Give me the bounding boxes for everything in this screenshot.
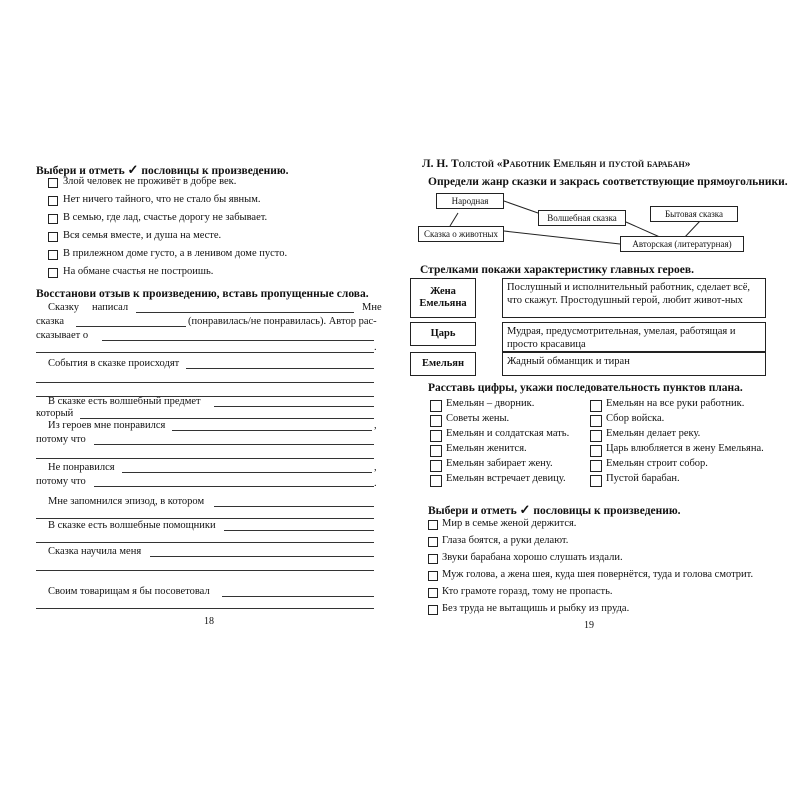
- plan-item: Царь влюбляется в жену Емельяна.: [606, 443, 764, 454]
- proverb-item: Вся семья вместе, и душа на месте.: [63, 230, 222, 241]
- plan-number-box[interactable]: [590, 415, 602, 427]
- page-number: 19: [584, 620, 594, 631]
- proverb-checkbox[interactable]: [428, 605, 438, 615]
- plan-number-box[interactable]: [590, 400, 602, 412]
- review-text: Сказку: [48, 302, 79, 313]
- hero-box[interactable]: Емельян: [410, 352, 476, 376]
- fill-line[interactable]: [150, 556, 374, 557]
- proverb-item: Глаза боятся, а руки делают.: [442, 535, 569, 546]
- plan-item: Емельян строит собор.: [606, 458, 708, 469]
- fill-line[interactable]: [94, 444, 374, 445]
- check-mark-icon: ✓: [519, 502, 531, 517]
- plan-number-box[interactable]: [430, 400, 442, 412]
- proverb-checkbox[interactable]: [428, 554, 438, 564]
- review-text: потому что: [36, 476, 86, 487]
- plan-number-box[interactable]: [430, 475, 442, 487]
- proverb-checkbox[interactable]: [48, 196, 58, 206]
- proverbs-title-rest: пословицы к произведению.: [533, 505, 681, 517]
- plan-item: Емельян женится.: [446, 443, 527, 454]
- review-text: написал: [92, 302, 129, 313]
- genre-box-volshebnaya[interactable]: Волшебная сказка: [538, 210, 626, 226]
- fill-line[interactable]: [36, 382, 374, 383]
- proverb-checkbox[interactable]: [48, 178, 58, 188]
- review-text: (понравилась/не понравилась). Автор рас-: [188, 316, 377, 327]
- plan-number-box[interactable]: [590, 445, 602, 457]
- fill-line[interactable]: [36, 542, 374, 543]
- plan-item: Емельян встречает девицу.: [446, 473, 566, 484]
- plan-item: Емельян – дворник.: [446, 398, 535, 409]
- fill-line[interactable]: [136, 312, 354, 313]
- hero-box[interactable]: Жена Емельяна: [410, 278, 476, 318]
- fill-line[interactable]: [224, 530, 374, 531]
- proverb-checkbox[interactable]: [48, 268, 58, 278]
- fill-line[interactable]: [76, 326, 186, 327]
- review-text: сказывает о: [36, 330, 89, 341]
- proverb-item: В прилежном доме густо, а в ленивом доме пусто.: [63, 248, 288, 259]
- hero-description[interactable]: Жадный обманщик и тиран: [502, 352, 766, 376]
- fill-line[interactable]: [172, 430, 372, 431]
- page-number: 18: [204, 616, 214, 627]
- story-heading: Л. Н. Толстой «Работник Емельян и пустой барабан»: [422, 158, 691, 170]
- plan-number-box[interactable]: [430, 430, 442, 442]
- plan-item: Советы жены.: [446, 413, 510, 424]
- plan-item: Емельян забирает жену.: [446, 458, 553, 469]
- review-text: Сказка научила меня: [48, 546, 142, 557]
- proverb-item: Муж голова, а жена шея, куда шея повернётся, туда и голова смотрит.: [442, 569, 754, 580]
- fill-line[interactable]: [214, 506, 374, 507]
- review-text: Не понравился: [48, 462, 115, 473]
- page-19: [400, 0, 800, 800]
- proverb-item: Звуки барабана хорошо слушать издали.: [442, 552, 623, 563]
- genre-box-narodnaya[interactable]: Народная: [436, 193, 504, 209]
- review-text: который: [36, 408, 74, 419]
- fill-line[interactable]: [36, 608, 374, 609]
- fill-line[interactable]: [214, 406, 374, 407]
- proverb-item: В семью, где лад, счастье дорогу не забывает.: [63, 212, 268, 223]
- task1-title-rest: пословицы к произведению.: [141, 165, 289, 177]
- fill-line[interactable]: [36, 458, 374, 459]
- review-text: В сказке есть волшебный предмет: [48, 396, 201, 407]
- proverb-item: Нет ничего тайного, что не стало бы явным.: [63, 194, 261, 205]
- fill-line[interactable]: [186, 368, 374, 369]
- proverb-item: Мир в семье женой держится.: [442, 518, 577, 529]
- proverb-checkbox[interactable]: [428, 537, 438, 547]
- plan-item: Сбор войска.: [606, 413, 665, 424]
- proverbs-title-text: Выбери и отметь: [428, 505, 517, 517]
- fill-line[interactable]: [36, 570, 374, 571]
- proverb-checkbox[interactable]: [48, 232, 58, 242]
- genre-box-o-zhivotnyh[interactable]: Сказка о животных: [418, 226, 504, 242]
- hero-box[interactable]: Царь: [410, 322, 476, 346]
- proverb-checkbox[interactable]: [428, 588, 438, 598]
- proverb-item: Злой человек не проживёт в добре век.: [63, 176, 237, 187]
- genre-task-title: Определи жанр сказки и закрась соответствующие прямоугольники.: [428, 176, 788, 188]
- review-text: сказка: [36, 316, 65, 327]
- proverb-checkbox[interactable]: [48, 214, 58, 224]
- fill-line[interactable]: [80, 418, 374, 419]
- plan-number-box[interactable]: [590, 460, 602, 472]
- plan-number-box[interactable]: [590, 430, 602, 442]
- hero-description[interactable]: Мудрая, предусмотрительная, умелая, работящая и просто красавица: [502, 322, 766, 352]
- proverb-item: Без труда не вытащишь и рыбку из пруда.: [442, 603, 630, 614]
- punctuation: .: [374, 478, 377, 489]
- punctuation: ,: [374, 420, 377, 431]
- proverb-checkbox[interactable]: [428, 571, 438, 581]
- plan-number-box[interactable]: [590, 475, 602, 487]
- punctuation: ,: [374, 462, 377, 473]
- task1-title-text: Выбери и отметь: [36, 165, 125, 177]
- plan-item: Пустой барабан.: [606, 473, 680, 484]
- check-mark-icon: ✓: [127, 162, 139, 177]
- plan-item: Емельян на все руки работник.: [606, 398, 745, 409]
- plan-item: Емельян делает реку.: [606, 428, 701, 439]
- genre-box-avtorskaya[interactable]: Авторская (литературная): [620, 236, 744, 252]
- fill-line[interactable]: [102, 340, 374, 341]
- fill-line[interactable]: [222, 596, 374, 597]
- plan-item: Емельян и солдатская мать.: [446, 428, 570, 439]
- genre-box-bytovaya[interactable]: Бытовая сказка: [650, 206, 738, 222]
- proverb-item: На обмане счастья не построишь.: [63, 266, 214, 277]
- review-text: Своим товарищам я бы посоветовал: [48, 586, 210, 597]
- fill-line[interactable]: [94, 486, 374, 487]
- proverbs-task-title: [428, 502, 681, 518]
- plan-number-box[interactable]: [430, 445, 442, 457]
- proverb-item: Кто грамоте горазд, тому не пропасть.: [442, 586, 613, 597]
- fill-line[interactable]: [122, 472, 372, 473]
- plan-task-title: Расставь цифры, укажи последовательность пунктов плана.: [428, 382, 743, 394]
- punctuation: .: [374, 342, 377, 353]
- proverb-checkbox[interactable]: [48, 250, 58, 260]
- review-text: потому что: [36, 434, 86, 445]
- task2-title: Восстанови отзыв к произведению, вставь пропущенные слова.: [36, 288, 369, 300]
- fill-line[interactable]: [36, 352, 374, 353]
- review-text: Мне: [362, 302, 382, 313]
- proverb-checkbox[interactable]: [428, 520, 438, 530]
- plan-number-box[interactable]: [430, 415, 442, 427]
- plan-number-box[interactable]: [430, 460, 442, 472]
- fill-line[interactable]: [36, 518, 374, 519]
- hero-description[interactable]: Послушный и исполнительный работник, сделает всё, что скажут. Простодушный герой, любит живот-ных: [502, 278, 766, 318]
- review-text: Мне запомнился эпизод, в котором: [48, 496, 205, 507]
- review-text: Из героев мне понравился: [48, 420, 166, 431]
- review-text: События в сказке происходят: [48, 358, 180, 369]
- review-text: В сказке есть волшебные помощники: [48, 520, 216, 531]
- heroes-task-title: Стрелками покажи характеристику главных героев.: [420, 264, 695, 276]
